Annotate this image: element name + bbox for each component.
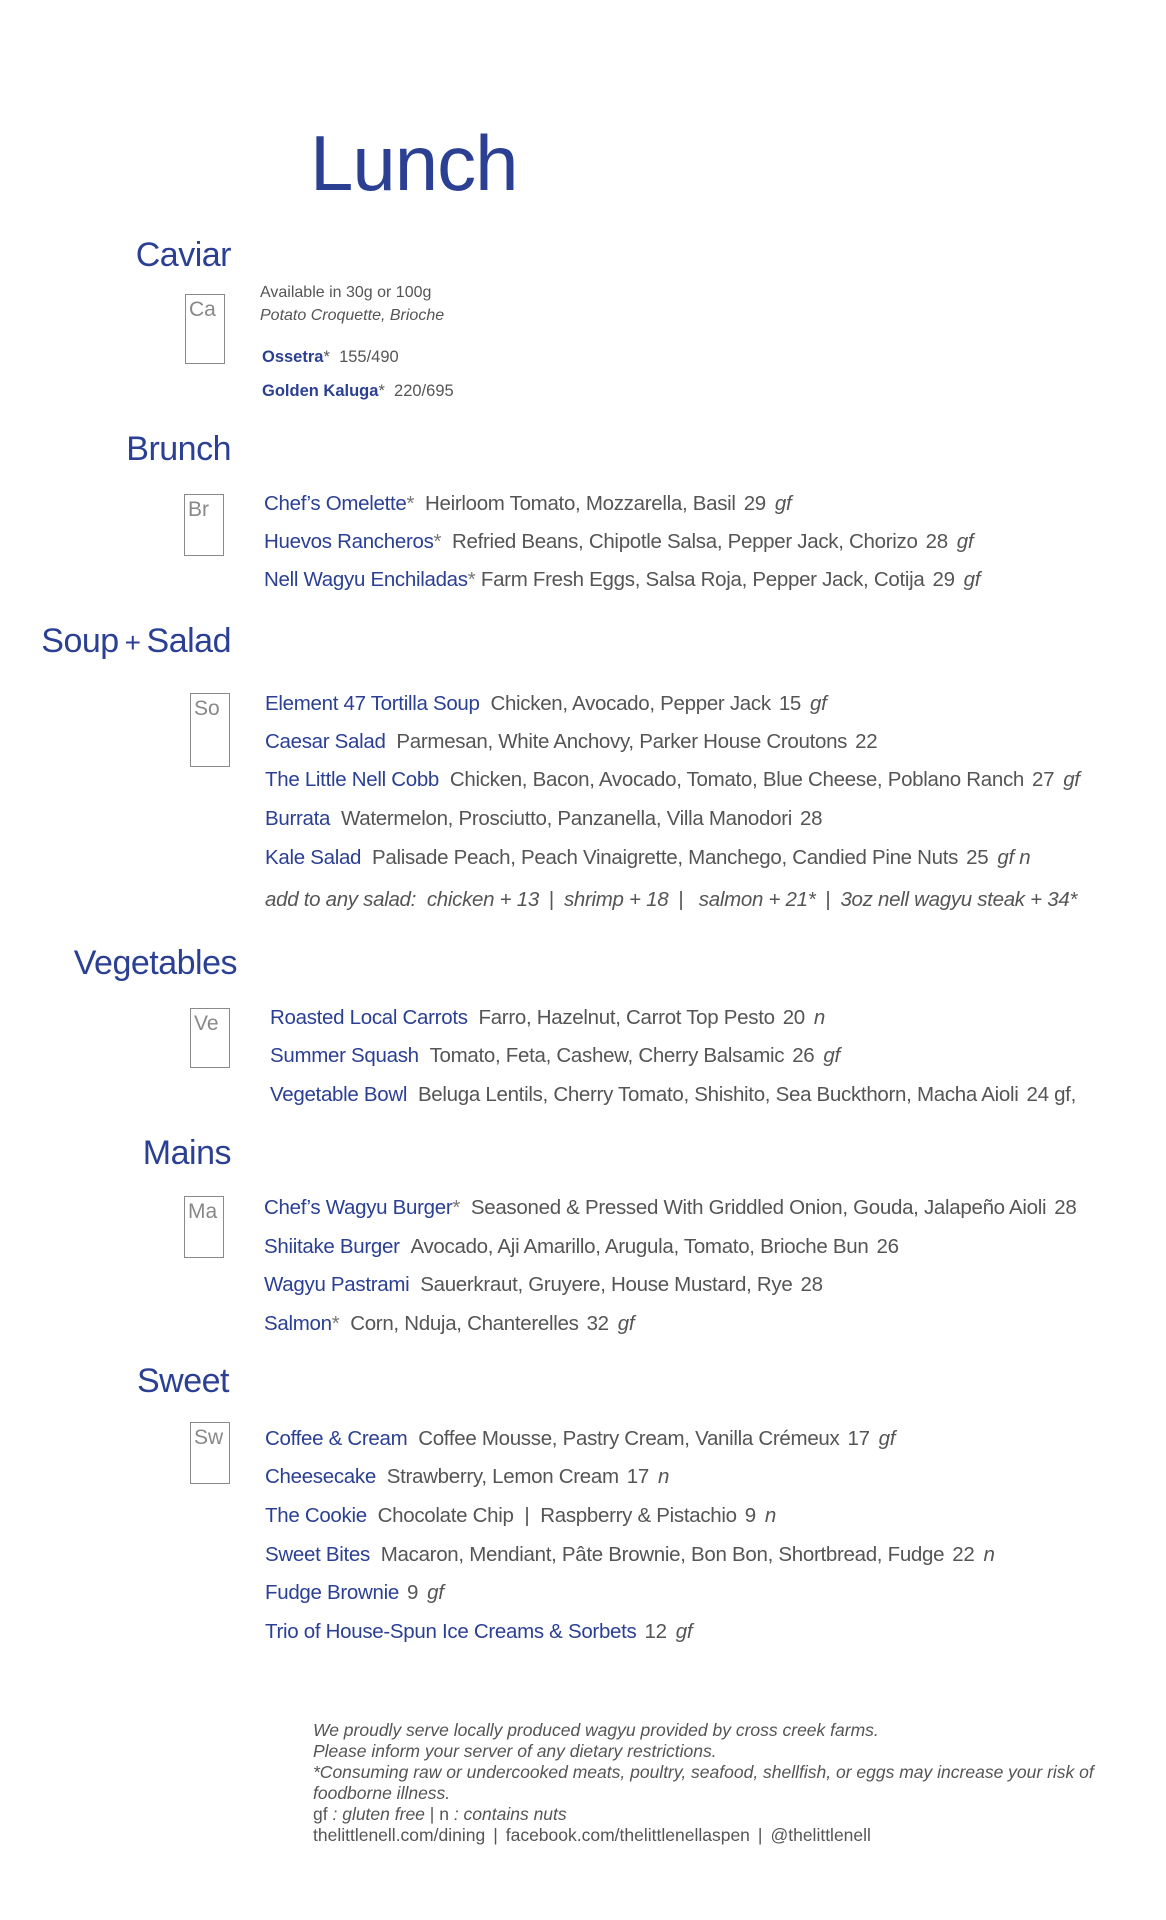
footer-links: thelittlenell.com/dining | facebook.com/thelittlenellaspen | @thelittlenell [313,1825,871,1845]
menu-item-vegetable-bowl: Vegetable Bowl Beluga Lentils, Cherry Tomato, Shishito, Sea Buckthorn, Macha Aioli 24 gf, [270,1083,1076,1106]
dining-link[interactable]: thelittlenell.com/dining [313,1825,486,1845]
menu-item-caesar-salad: Caesar Salad Parmesan, White Anchovy, Parker House Croutons 22 [265,730,878,753]
menu-item-the-cookie: The Cookie Chocolate Chip | Raspberry & Pistachio 9 n [265,1504,776,1527]
section-box-caviar: Ca [185,294,225,364]
menu-item-fudge-brownie: Fudge Brownie 9 gf [265,1581,444,1604]
social-handle[interactable]: @thelittlenell [770,1825,871,1845]
footer-dietary-note: Please inform your server of any dietary restrictions. [313,1741,717,1761]
menu-item-summer-squash: Summer Squash Tomato, Feta, Cashew, Cherry Balsamic 26 gf [270,1044,840,1067]
section-heading-caviar: Caviar [135,236,231,274]
facebook-link[interactable]: facebook.com/thelittlenellaspen [505,1825,750,1845]
menu-item-kale-salad: Kale Salad Palisade Peach, Peach Vinaigrette, Manchego, Candied Pine Nuts 25 gf n [265,846,1031,869]
section-box-sweet: Sw [190,1422,230,1484]
menu-item-huevos-rancheros: Huevos Rancheros* Refried Beans, Chipotle Salsa, Pepper Jack, Chorizo 28 gf [264,530,974,553]
section-heading-brunch: Brunch [126,430,231,468]
menu-item-golden-kaluga: Golden Kaluga* 220/695 [262,382,454,400]
section-box-brunch: Br [184,494,224,556]
section-heading-mains: Mains [142,1134,231,1172]
menu-item-burrata: Burrata Watermelon, Prosciutto, Panzanella, Villa Manodori 28 [265,807,823,830]
menu-item-wagyu-pastrami: Wagyu Pastrami Sauerkraut, Gruyere, House Mustard, Rye 28 [264,1273,823,1296]
section-box-mains: Ma [184,1196,224,1258]
menu-item-ice-cream-trio: Trio of House-Spun Ice Creams & Sorbets 12 gf [265,1620,693,1643]
menu-item-little-nell-cobb: The Little Nell Cobb Chicken, Bacon, Avocado, Tomato, Blue Cheese, Poblano Ranch 27 gf [265,768,1080,791]
footer-wagyu-note: We proudly serve locally produced wagyu provided by cross creek farms. [313,1720,879,1740]
menu-item-coffee-cream: Coffee & Cream Coffee Mousse, Pastry Cream, Vanilla Crémeux 17 gf [265,1427,896,1450]
section-box-vegetables: Ve [190,1008,230,1068]
section-heading-soup-salad: Soup + Salad [41,622,231,660]
caviar-note-garnish: Potato Croquette, Brioche [260,307,445,324]
salad-add-ons: add to any salad: chicken + 13 | shrimp + 18 | salmon + 21* | 3oz nell wagyu steak + 34* [265,888,1078,911]
menu-item-salmon: Salmon* Corn, Nduja, Chanterelles 32 gf [264,1312,635,1335]
footer-legend: gf : gluten free | n : contains nuts [313,1804,567,1824]
caviar-note-size: Available in 30g or 100g [260,284,432,301]
menu-item-nell-wagyu-enchiladas: Nell Wagyu Enchiladas* Farm Fresh Eggs, Salsa Roja, Pepper Jack, Cotija 29 gf [264,568,981,591]
menu-item-chefs-wagyu-burger: Chef’s Wagyu Burger* Seasoned & Pressed With Griddled Onion, Gouda, Jalapeño Aioli 28 [264,1196,1077,1219]
section-box-soup: So [190,693,230,767]
page-title: Lunch [310,119,518,207]
section-heading-vegetables: Vegetables [73,944,237,982]
section-heading-sweet: Sweet [137,1362,229,1400]
menu-item-sweet-bites: Sweet Bites Macaron, Mendiant, Pâte Brownie, Bon Bon, Shortbread, Fudge 22 n [265,1543,995,1566]
menu-item-ossetra: Ossetra* 155/490 [262,348,399,366]
menu-item-chefs-omelette: Chef’s Omelette* Heirloom Tomato, Mozzarella, Basil 29 gf [264,492,792,515]
menu-item-cheesecake: Cheesecake Strawberry, Lemon Cream 17 n [265,1465,670,1488]
menu-item-shiitake-burger: Shiitake Burger Avocado, Aji Amarillo, Arugula, Tomato, Brioche Bun 26 [264,1235,899,1258]
footer-consumption-warning: *Consuming raw or undercooked meats, poultry, seafood, shellfish, or eggs may increase your risk of foodborne illness. [313,1762,1094,1803]
menu-footer [313,1720,1143,1846]
menu-item-tortilla-soup: Element 47 Tortilla Soup Chicken, Avocado, Pepper Jack 15 gf [265,692,827,715]
menu-item-roasted-local-carrots: Roasted Local Carrots Farro, Hazelnut, Carrot Top Pesto 20 n [270,1006,826,1029]
